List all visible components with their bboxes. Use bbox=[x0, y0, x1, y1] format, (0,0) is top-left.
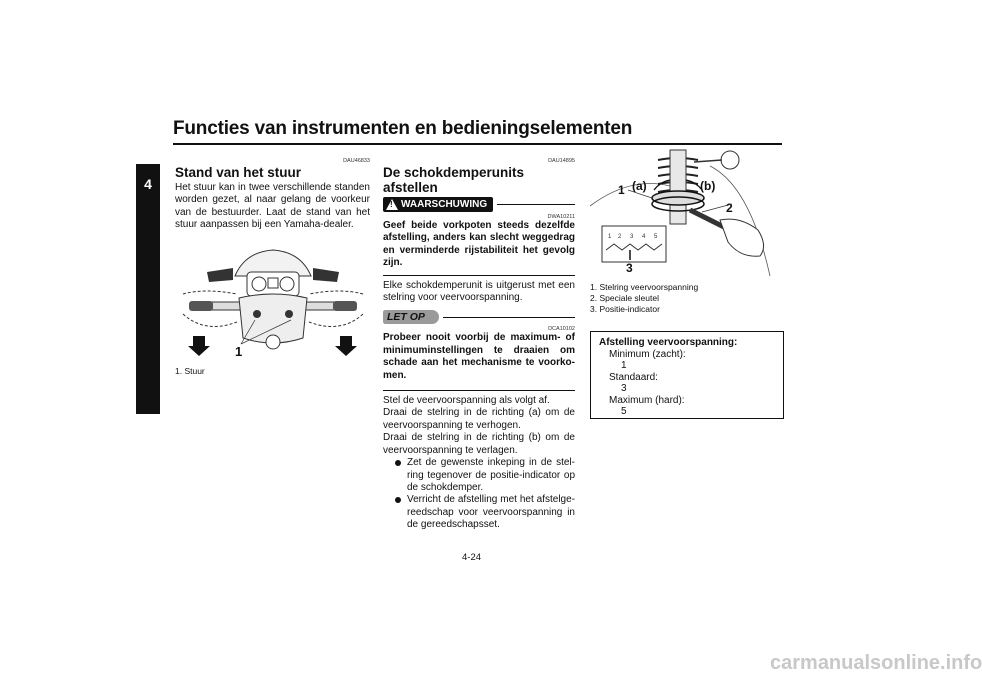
section-code: DAU14895 bbox=[548, 158, 575, 164]
scale-digit: 2 bbox=[618, 234, 622, 240]
figure-caption: 1. Stuur bbox=[175, 365, 205, 376]
section-heading: Stand van het stuur bbox=[175, 165, 302, 180]
figure-caption: 1. Stelring veervoorspanning bbox=[590, 282, 699, 292]
figure-caption: 3. Positie-indicator bbox=[590, 304, 660, 314]
figure-callout: 1 bbox=[235, 343, 243, 359]
spec-min-label: Minimum (zacht): bbox=[609, 348, 686, 360]
figure-label-2: 2 bbox=[726, 201, 733, 215]
page-header-title: Functies van instrumenten en bedieningselementen bbox=[173, 118, 633, 139]
caution-header bbox=[383, 310, 575, 324]
warning-header bbox=[383, 197, 575, 212]
header-rule bbox=[173, 143, 782, 145]
caution-badge: LET OP bbox=[383, 310, 439, 324]
warning-label: WAARSCHUWING bbox=[401, 199, 488, 210]
spec-box bbox=[590, 331, 784, 419]
middle-column bbox=[383, 158, 575, 532]
step-text: Draai de stelring in de richting (a) om de veervoorspanning te verhogen. bbox=[383, 407, 575, 431]
left-column bbox=[175, 158, 370, 377]
spec-std-value: 3 bbox=[621, 383, 627, 394]
step-text: Stel de veervoorspanning als volgt af. bbox=[383, 395, 550, 407]
warning-code: DWA10211 bbox=[547, 214, 575, 220]
scale-digit: 4 bbox=[642, 234, 646, 240]
warning-badge bbox=[383, 197, 493, 212]
warning-rule bbox=[497, 204, 575, 205]
figure-label-1: 1 bbox=[618, 183, 625, 197]
spec-max-label: Maximum (hard): bbox=[609, 394, 685, 406]
warning-text: Geef beide vorkpoten steeds dezelfde afstelling, anders kan slecht weggedrag en verminderde rijstabiliteit het gevolg zijn. bbox=[383, 220, 575, 269]
section-code: DAU46833 bbox=[343, 158, 370, 164]
shock-absorber-illustration bbox=[590, 146, 780, 282]
divider bbox=[383, 275, 575, 276]
page-number: 4-24 bbox=[462, 552, 482, 563]
chapter-number: 4 bbox=[144, 176, 152, 192]
spec-max-value: 5 bbox=[621, 406, 627, 417]
caution-text: Probeer nooit voorbij de maximum- of minimuminstellingen te draaien om schade aan het mechanisme te voorko-men. bbox=[383, 332, 575, 381]
caution-code: DCA10102 bbox=[548, 326, 575, 333]
scale-digit: 3 bbox=[630, 234, 634, 240]
section-heading: De schokdemperunits afstellen bbox=[383, 165, 525, 195]
scale-digit: 1 bbox=[608, 234, 612, 240]
bullet-list bbox=[383, 457, 575, 531]
figure-label-b: (b) bbox=[700, 179, 716, 193]
figure-caption: 2. Speciale sleutel bbox=[590, 293, 659, 303]
warning-icon bbox=[386, 199, 398, 210]
list-item: Verricht de afstelling met het afstelge-reedschap voor veervoorspanning in de gereedschapsset. bbox=[397, 494, 575, 531]
spec-min-value: 1 bbox=[621, 360, 627, 371]
intro-text: Elke schokdemperunit is uitgerust met een stelring voor veervoorspanning. bbox=[383, 279, 575, 304]
watermark: carmanualsonline.info bbox=[770, 652, 982, 674]
spec-title: Afstelling veervoorspanning: bbox=[599, 337, 738, 348]
caution-rule bbox=[443, 317, 575, 318]
figure-label-3: 3 bbox=[626, 261, 633, 275]
right-column bbox=[590, 146, 784, 419]
list-item: Zet de gewenste inkeping in de stel-ring tegenover de positie-indicator op de schokdemper. bbox=[397, 457, 575, 494]
figure-label-a: (a) bbox=[632, 179, 647, 193]
chapter-tab bbox=[136, 164, 160, 414]
handlebar-illustration bbox=[175, 238, 370, 364]
divider bbox=[383, 390, 575, 391]
section-body: Het stuur kan in twee verschillende standen worden gezet, al naar gelang de voorkeur van de bestuurder. Laat de stand van het stuur aanpassen bij een Yamaha-dealer. bbox=[175, 182, 370, 231]
step-text: Draai de stelring in de richting (b) om de veervoorspanning te verlagen. bbox=[383, 432, 575, 456]
scale-digit: 5 bbox=[654, 234, 658, 240]
spec-std-label: Standaard: bbox=[609, 371, 658, 383]
